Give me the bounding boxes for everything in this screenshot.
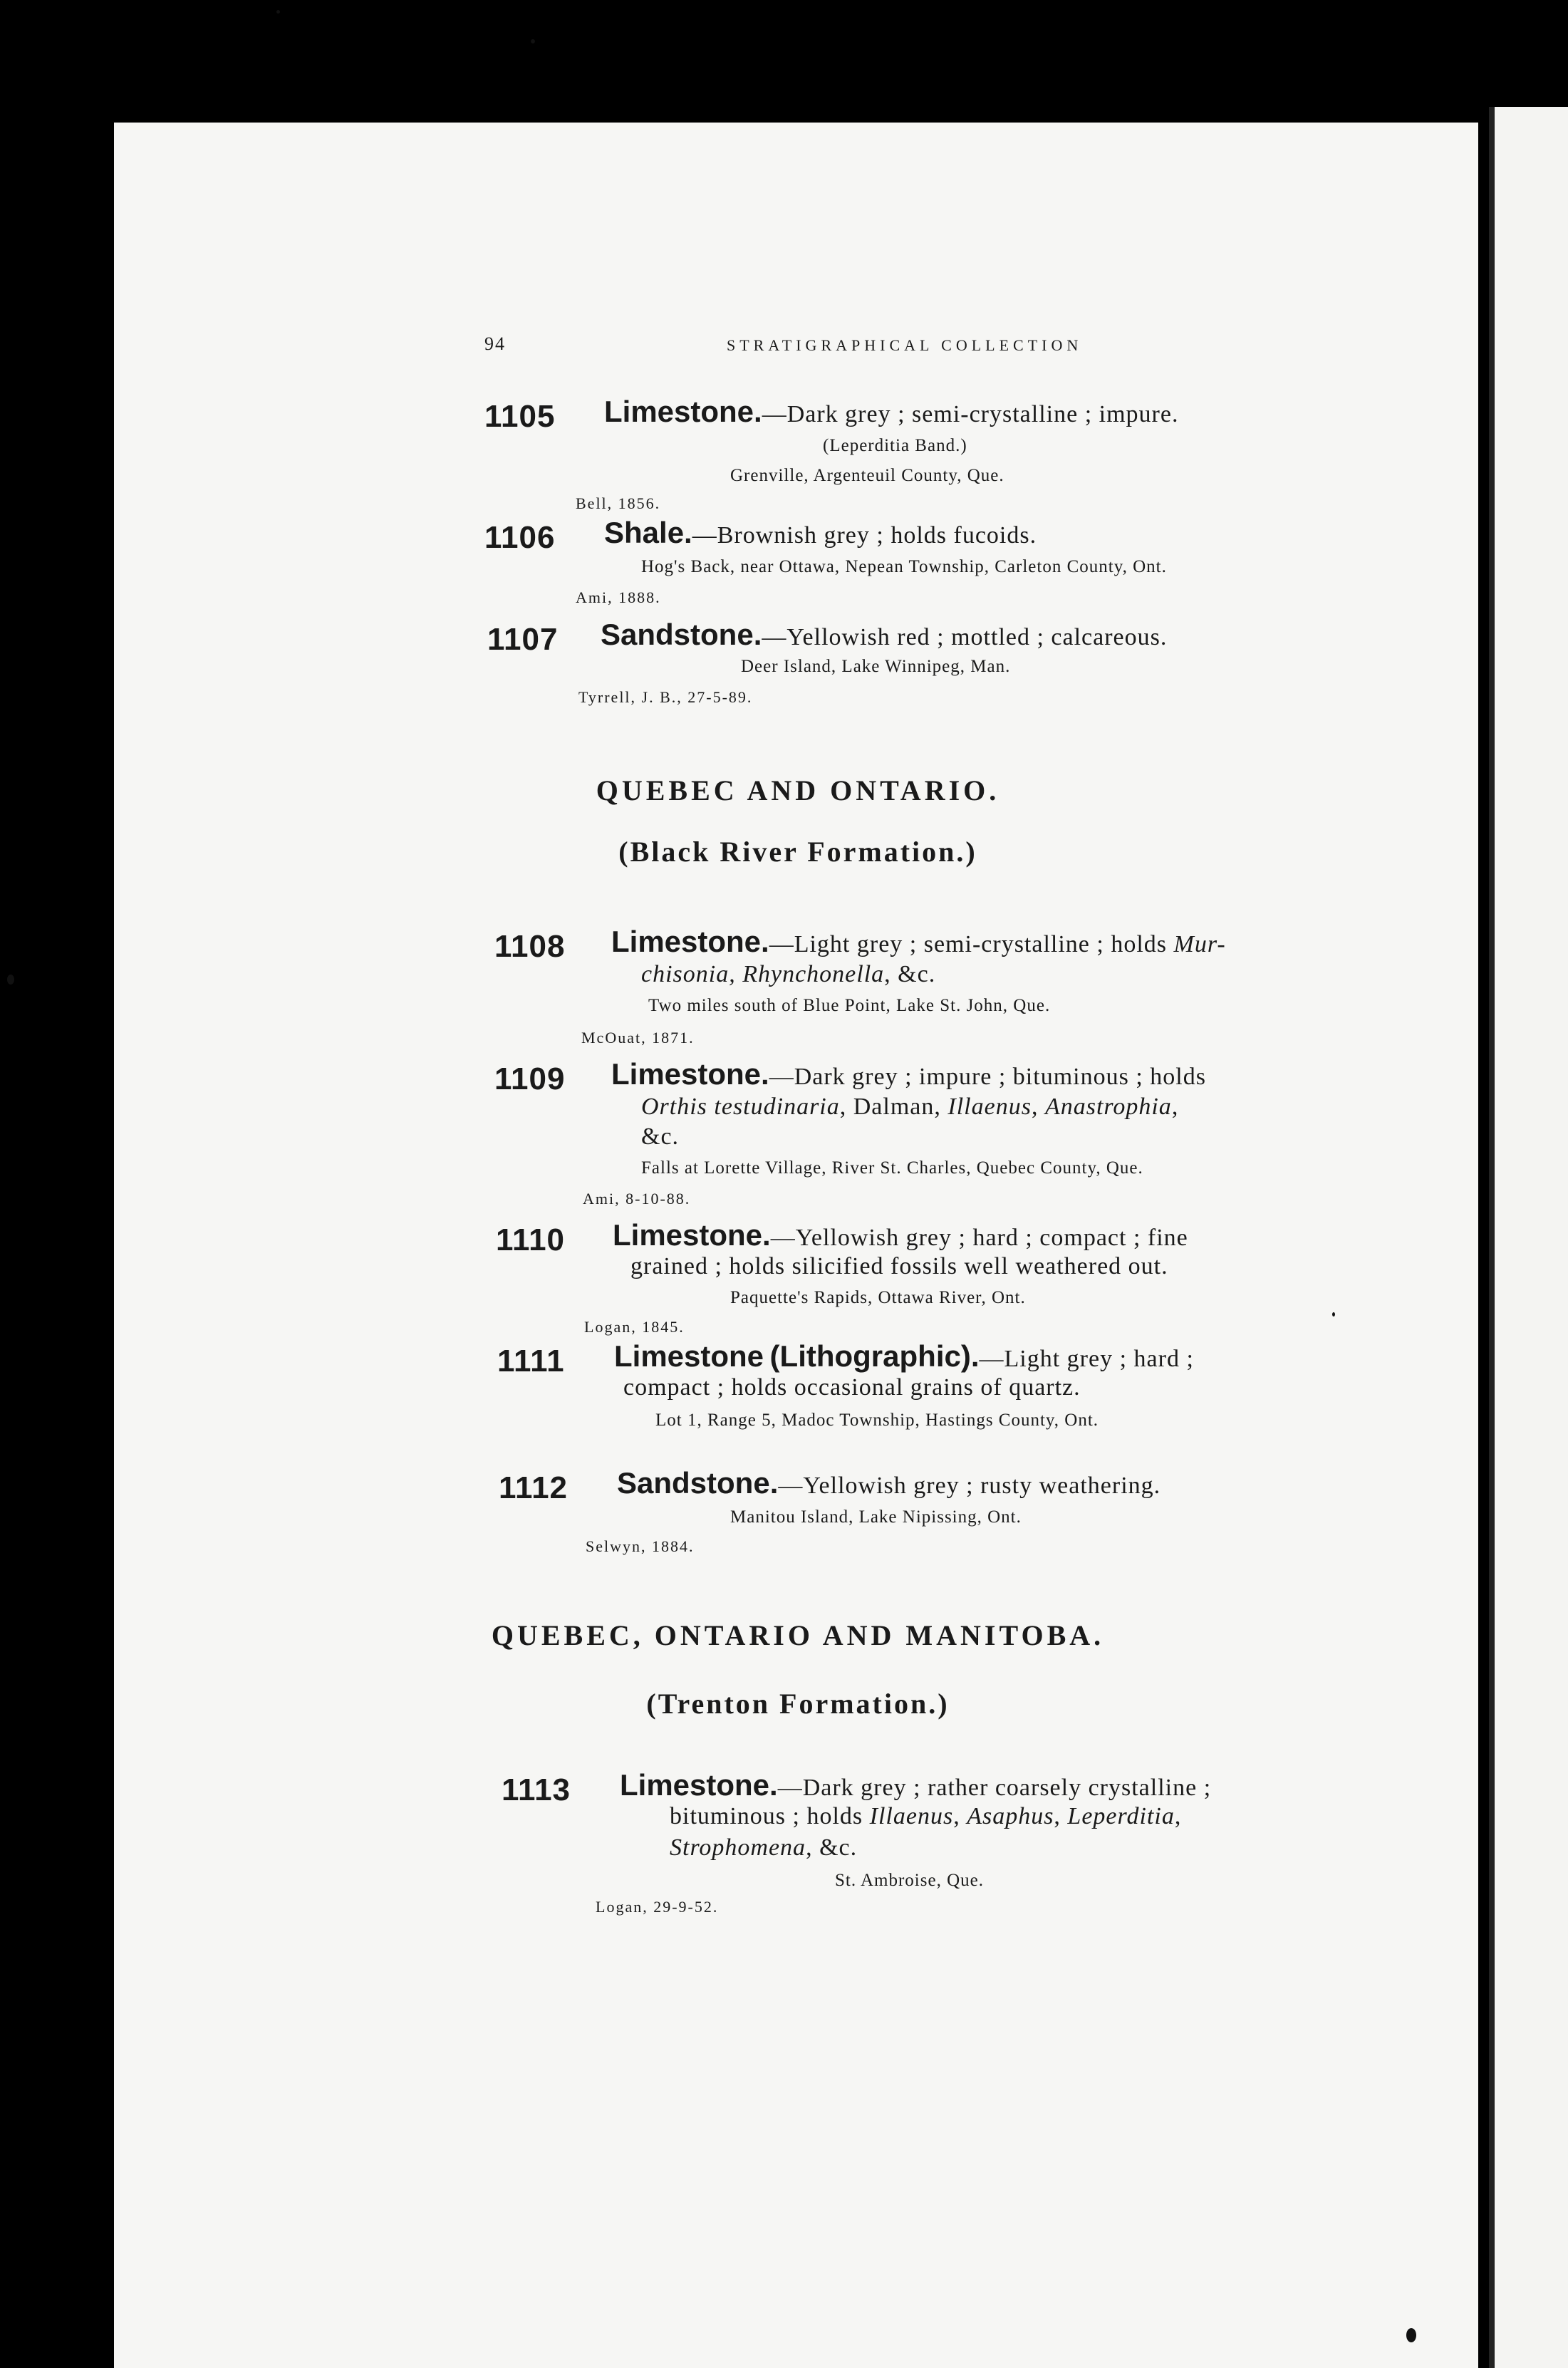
entry-description: bituminous ; holds bbox=[670, 1803, 870, 1829]
entry-description: , &c. bbox=[884, 961, 936, 987]
entry-locality: Hog's Back, near Ottawa, Nepean Township, Carleton County, Ont. bbox=[641, 557, 1167, 576]
entry-description: compact ; holds occasional grains of quartz. bbox=[623, 1374, 1081, 1401]
entry-description: , bbox=[1054, 1803, 1068, 1829]
entry-heading bbox=[611, 1057, 1206, 1091]
rock-type: Limestone. bbox=[620, 1768, 778, 1802]
species-name: Orthis testudinaria bbox=[641, 1094, 840, 1120]
entry-number: 1106 bbox=[484, 520, 556, 555]
entry-description: , bbox=[953, 1803, 967, 1829]
running-head bbox=[0, 333, 1568, 362]
entry-description: —Dark grey ; rather coarsely crystalline ; bbox=[777, 1775, 1212, 1801]
entry-locality: Lot 1, Range 5, Madoc Township, Hastings County, Ont. bbox=[655, 1411, 1099, 1430]
genus-name: Strophomena bbox=[670, 1834, 806, 1861]
entry-locality: Two miles south of Blue Point, Lake St. John, Que. bbox=[648, 996, 1051, 1015]
entry-heading bbox=[611, 925, 1226, 959]
rock-type: Sandstone. bbox=[617, 1466, 779, 1500]
section-subtitle: (Trenton Formation.) bbox=[646, 1688, 950, 1720]
page-number: 94 bbox=[484, 333, 506, 354]
entry-description: , bbox=[1171, 1094, 1179, 1120]
entry-description: —Yellowish grey ; hard ; compact ; fine bbox=[770, 1225, 1188, 1251]
entry-description: , Dalman, bbox=[839, 1094, 948, 1120]
entry-description: , &c. bbox=[806, 1834, 858, 1861]
entry-collector: Logan, 1845. bbox=[584, 1318, 685, 1336]
entry-continuation bbox=[641, 960, 935, 989]
entry-heading bbox=[604, 395, 1179, 429]
entry-description: —Yellowish grey ; rusty weathering. bbox=[778, 1473, 1161, 1499]
rock-type: Shale. bbox=[604, 516, 692, 549]
scan-speck bbox=[1332, 1312, 1335, 1317]
entry-description: —Light grey ; hard ; bbox=[979, 1346, 1194, 1372]
genus-name: chisonia, bbox=[641, 961, 743, 987]
entry-locality: Grenville, Argenteuil County, Que. bbox=[730, 466, 1004, 485]
scan-speck bbox=[1406, 2328, 1416, 2342]
entry-description: &c. bbox=[641, 1123, 680, 1150]
entry-collector: Ami, 1888. bbox=[576, 588, 661, 606]
section-title: QUEBEC, ONTARIO AND MANITOBA. bbox=[491, 1619, 1105, 1651]
entry-continuation bbox=[670, 1834, 857, 1862]
entry-heading bbox=[604, 516, 1037, 550]
entry-description: —Yellowish red ; mottled ; calcareous. bbox=[762, 624, 1168, 650]
entry-heading bbox=[613, 1218, 1188, 1252]
entry-collector: Selwyn, 1884. bbox=[586, 1537, 695, 1555]
rock-variety: (Lithographic). bbox=[769, 1339, 980, 1373]
scan-speck bbox=[7, 975, 14, 985]
section-subtitle: (Black River Formation.) bbox=[618, 836, 977, 868]
entry-description: , bbox=[1031, 1094, 1045, 1120]
entry-collector: Logan, 29-9-52. bbox=[596, 1898, 719, 1916]
running-head-title: STRATIGRAPHICAL COLLECTION bbox=[727, 336, 1083, 354]
scan-speck bbox=[276, 10, 280, 14]
entry-number: 1113 bbox=[502, 1772, 571, 1807]
entry-continuation bbox=[641, 1093, 1178, 1121]
entry-heading bbox=[617, 1466, 1161, 1500]
entry-number: 1108 bbox=[494, 929, 566, 964]
rock-type: Sandstone. bbox=[601, 618, 762, 651]
scan-speck bbox=[531, 39, 535, 43]
rock-type: Limestone. bbox=[611, 925, 769, 958]
entry-number: 1112 bbox=[499, 1470, 568, 1505]
entry-note: (Leperditia Band.) bbox=[823, 436, 967, 455]
genus-name: Asaphus bbox=[967, 1803, 1054, 1829]
adjacent-page-border bbox=[1489, 107, 1495, 2368]
entry-number: 1105 bbox=[484, 399, 556, 434]
entry-number: 1110 bbox=[496, 1222, 566, 1257]
entry-description: —Dark grey ; impure ; bituminous ; holds bbox=[769, 1064, 1206, 1090]
entry-locality: Paquette's Rapids, Ottawa River, Ont. bbox=[730, 1288, 1026, 1307]
section-title: QUEBEC AND ONTARIO. bbox=[596, 774, 1000, 806]
entry-number: 1111 bbox=[497, 1344, 565, 1378]
entry-locality: Deer Island, Lake Winnipeg, Man. bbox=[741, 657, 1011, 676]
entry-heading bbox=[614, 1339, 1194, 1373]
adjacent-page-edge bbox=[1489, 107, 1568, 2368]
entry-locality: Falls at Lorette Village, River St. Charles, Quebec County, Que. bbox=[641, 1158, 1143, 1178]
entry-continuation bbox=[623, 1373, 1081, 1402]
entry-heading bbox=[620, 1768, 1212, 1802]
entry-collector: Tyrrell, J. B., 27-5-89. bbox=[578, 688, 753, 706]
rock-type: Limestone bbox=[614, 1339, 764, 1373]
genus-name: Illaenus bbox=[947, 1094, 1032, 1120]
entry-description: —Brownish grey ; holds fucoids. bbox=[692, 522, 1037, 549]
genus-name: Leperditia bbox=[1067, 1803, 1175, 1829]
entry-number: 1109 bbox=[494, 1061, 566, 1096]
genus-name: Mur- bbox=[1173, 931, 1226, 957]
entry-locality: Manitou Island, Lake Nipissing, Ont. bbox=[730, 1507, 1022, 1527]
genus-name: Rhynchonella bbox=[742, 961, 885, 987]
rock-type: Limestone. bbox=[613, 1218, 771, 1252]
genus-name: Anastrophia bbox=[1044, 1094, 1172, 1120]
entry-continuation bbox=[641, 1123, 679, 1151]
entry-collector: Bell, 1856. bbox=[576, 494, 661, 512]
entry-number: 1107 bbox=[487, 622, 559, 657]
entry-continuation bbox=[630, 1252, 1168, 1281]
entry-heading bbox=[601, 620, 1167, 652]
entry-collector: Ami, 8-10-88. bbox=[583, 1190, 691, 1208]
entry-locality: St. Ambroise, Que. bbox=[835, 1871, 984, 1890]
entry-description: , bbox=[1174, 1803, 1182, 1829]
rock-type: Limestone. bbox=[611, 1057, 769, 1091]
entry-continuation bbox=[670, 1802, 1181, 1831]
entry-description: —Light grey ; semi-crystalline ; holds bbox=[769, 931, 1174, 957]
entry-description: grained ; holds silicified fossils well weathered out. bbox=[630, 1253, 1168, 1279]
entry-collector: McOuat, 1871. bbox=[581, 1029, 695, 1047]
genus-name: Illaenus bbox=[869, 1803, 954, 1829]
rock-type: Limestone. bbox=[604, 395, 762, 428]
entry-description: —Dark grey ; semi-crystalline ; impure. bbox=[762, 401, 1179, 427]
